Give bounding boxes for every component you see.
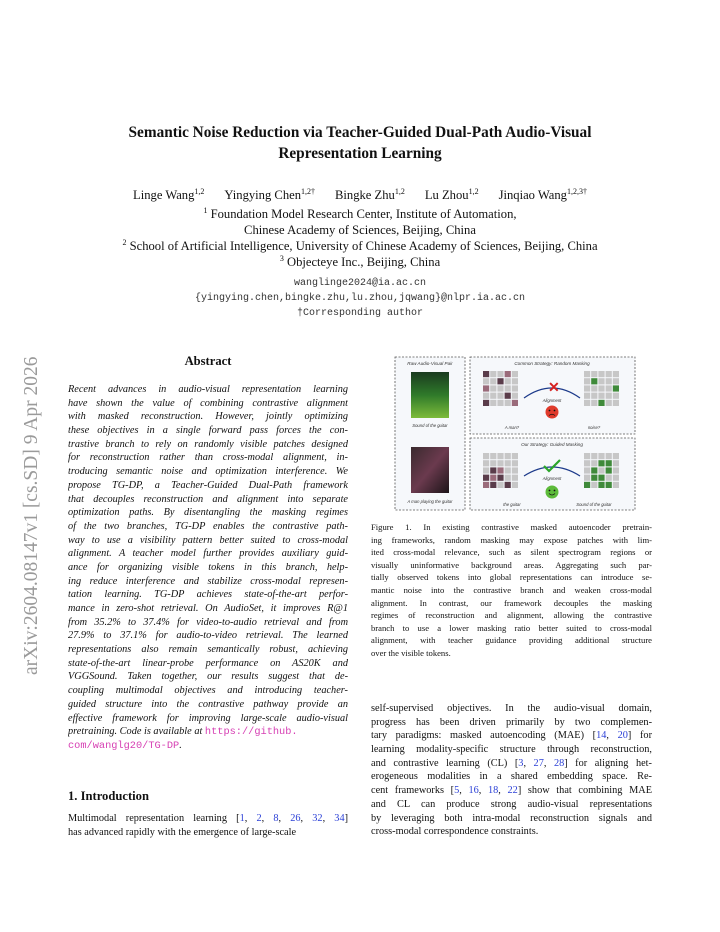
- author-1: [133, 188, 204, 202]
- masked-patch: [512, 460, 518, 466]
- abstract-line: have shown the value of combining contrastive alignment: [68, 397, 348, 409]
- spectrogram-image: [411, 372, 449, 418]
- masked-patch: [598, 385, 604, 391]
- body-text: ,: [478, 785, 488, 797]
- masked-patch: [584, 371, 590, 377]
- author-name: Bingke Zhu: [335, 188, 395, 202]
- body-line: [371, 702, 652, 716]
- masked-patch: [497, 482, 503, 488]
- masked-patch: [606, 453, 612, 459]
- author-5: [499, 188, 587, 202]
- body-text: erogeneous modalities in a shared embedding space. Re-: [371, 771, 652, 783]
- masked-patch: [497, 385, 503, 391]
- affiliation-2: $^2$ School of Artificial Intelligence, University of Chinese Academy of Sciences, Beijing, China: [122, 237, 598, 253]
- abstract-heading: Abstract: [184, 354, 232, 368]
- sound-label: Sound of the guitar: [412, 423, 448, 428]
- masked-patch: [606, 393, 612, 399]
- body-line: [371, 798, 652, 812]
- section-heading-introduction: 1. Introduction: [68, 789, 149, 803]
- masked-patch: [584, 393, 590, 399]
- masked-patch: [613, 482, 619, 488]
- abstract-line: pretraining. Code is available at https://github.: [68, 726, 298, 739]
- a-man-label: A man?: [504, 425, 520, 430]
- masked-patch: [483, 378, 489, 384]
- patch-grid: [584, 371, 619, 406]
- masked-patch: [584, 400, 590, 406]
- author-affil-sup: 1,2: [394, 186, 405, 196]
- paper-title: [60, 122, 660, 164]
- masked-patch: [584, 460, 590, 466]
- body-line: [371, 812, 652, 826]
- body-text: ] for: [627, 730, 652, 742]
- body-line: [371, 770, 652, 784]
- masked-patch: [613, 371, 619, 377]
- masked-patch: [613, 460, 619, 466]
- masked-patch: [490, 378, 496, 384]
- raw-pair-title: Raw Audio-Visual Pair: [407, 361, 453, 366]
- abstract-line: these objectives in a single forward pass forces the con-: [68, 425, 348, 437]
- arxiv-stamp: [4, 263, 48, 683]
- caption-line: alignment, with teacher guidance providing additional structure: [371, 635, 652, 646]
- patch-grid: [584, 453, 619, 488]
- visible-patch: [598, 460, 604, 466]
- masked-patch: [591, 385, 597, 391]
- alignment-label-top: Alignment: [542, 398, 562, 403]
- masked-patch: [512, 482, 518, 488]
- masked-patch: [584, 475, 590, 481]
- masked-patch: [613, 378, 619, 384]
- body-line: [371, 729, 652, 743]
- author-affil-sup: 1,2†: [301, 186, 316, 196]
- body-line: [68, 826, 348, 840]
- affiliation-1-cont: Chinese Academy of Sciences, Beijing, China: [244, 223, 476, 237]
- citation-link[interactable]: 26: [290, 813, 301, 824]
- abstract-line: [68, 739, 348, 753]
- abstract-line: 27.9% to 37.1% for audio-to-video retrieval. The learned: [68, 630, 348, 642]
- abstract-line: ance for organizing visible tokens in this branch, help-: [68, 561, 348, 573]
- corresponding-note: †Corresponding author: [296, 308, 424, 319]
- patch-grid: [483, 453, 518, 488]
- citation-link[interactable]: 34: [334, 813, 345, 824]
- title-line-2: Representation Learning: [278, 145, 442, 162]
- body-text: ,: [606, 730, 618, 742]
- alignment-label-bottom: Alignment: [542, 476, 562, 481]
- abstract-line: tation learning. TG-DP achieves state-of-the-art perfor-: [68, 589, 348, 601]
- masked-patch: [505, 475, 511, 481]
- visible-patch: [584, 482, 590, 488]
- visible-patch: [483, 475, 489, 481]
- author-2: [224, 188, 315, 202]
- arxiv-id: arXiv:2604.08147v1 [cs.SD] 9 Apr 2026: [21, 356, 42, 675]
- masked-patch: [591, 393, 597, 399]
- visible-patch: [497, 378, 503, 384]
- author-affil-sup: 1,2,3†: [566, 186, 587, 196]
- abstract-line: optimization paths. By disentangling the masking regimes: [68, 507, 348, 519]
- masked-patch: [505, 467, 511, 473]
- masked-patch: [606, 378, 612, 384]
- caption-line: Figure 1. In existing contrastive masked autoencoder pretrain-: [371, 522, 652, 532]
- visible-patch: [591, 467, 597, 473]
- abstract-line: of the two branches, TG-DP enables the contrastive path-: [68, 520, 348, 532]
- caption-line: ited cross-modal relevance, such as silent spectrogram regions or: [371, 547, 652, 558]
- masked-patch: [512, 475, 518, 481]
- masked-patch: [606, 475, 612, 481]
- masked-patch: [584, 453, 590, 459]
- masked-patch: [497, 400, 503, 406]
- abstract-end: .: [179, 739, 182, 751]
- affiliation-1: $^1$ Foundation Model Research Center, Institute of Automation,: [203, 205, 517, 221]
- body-text: ,: [322, 813, 335, 824]
- citation-link[interactable]: 18: [488, 785, 499, 797]
- author-4: [425, 188, 479, 202]
- caption-line: visually uninformative background areas. Aggregating such par-: [371, 559, 652, 570]
- abstract-line: Recent advances in audio-visual representation learning: [68, 384, 348, 395]
- masked-patch: [512, 393, 518, 399]
- citation-link[interactable]: 28: [553, 757, 565, 769]
- masked-patch: [497, 393, 503, 399]
- citation-link[interactable]: 5: [454, 785, 460, 797]
- caption-line: over the visible tokens.: [371, 647, 451, 658]
- body-text: ,: [498, 785, 508, 797]
- body-text: ] for aligning het-: [564, 757, 652, 769]
- visible-patch: [591, 475, 597, 481]
- masked-patch: [584, 467, 590, 473]
- man-label: A man playing the guitar: [407, 499, 453, 504]
- author-affil-sup: 1,2: [468, 186, 479, 196]
- visible-patch: [512, 400, 518, 406]
- citation-link[interactable]: 14: [596, 730, 607, 742]
- abstract-line: with masked reconstruction. However, jointly optimizing: [68, 411, 348, 423]
- masked-patch: [483, 467, 489, 473]
- body-text: ,: [300, 813, 313, 824]
- author-name: Jinqiao Wang: [498, 188, 567, 202]
- code-link: com/wanglg20/TG-DP: [68, 739, 180, 752]
- visible-patch: [497, 467, 503, 473]
- visible-patch: [505, 482, 511, 488]
- body-text: has advanced rapidly with the emergence of large-scale: [68, 826, 297, 838]
- abstract-line: propose TG-DP, a Teacher-Guided Dual-Path framework: [68, 479, 348, 491]
- the-guitar-label: the guitar: [503, 502, 521, 507]
- sad-face-icon: [546, 406, 559, 419]
- masked-patch: [490, 400, 496, 406]
- contact-emails: [60, 276, 660, 321]
- author-name: Lu Zhou: [424, 188, 469, 202]
- masked-patch: [613, 393, 619, 399]
- intro-left-column: [68, 812, 348, 839]
- body-text: ]: [344, 813, 348, 824]
- body-text: progress has been driven primarily by two complemen-: [371, 716, 652, 728]
- masked-patch: [497, 460, 503, 466]
- masked-patch: [490, 453, 496, 459]
- citation-link[interactable]: 8: [273, 813, 279, 824]
- masked-patch: [483, 393, 489, 399]
- citation-link[interactable]: 1: [239, 813, 245, 824]
- visible-patch: [483, 482, 489, 488]
- masked-patch: [606, 400, 612, 406]
- masked-patch: [591, 371, 597, 377]
- cross-mark-icon: ✕: [548, 379, 560, 395]
- visible-patch: [598, 475, 604, 481]
- masked-patch: [591, 453, 597, 459]
- visible-patch: [606, 467, 612, 473]
- caption-line: regimes of reconstruction and alignment, allowing the contrastive: [371, 610, 652, 621]
- masked-patch: [598, 371, 604, 377]
- sound-guitar-label: Sound of the guitar: [576, 502, 612, 507]
- masked-patch: [497, 371, 503, 377]
- citation-link[interactable]: 16: [468, 785, 479, 797]
- masked-patch: [483, 460, 489, 466]
- masked-patch: [490, 385, 496, 391]
- abstract-line: state-of-the-art linear-probe performance on AS20K and: [68, 657, 348, 669]
- caption-line: alignment. In contrast, our framework decouples the masking: [371, 597, 652, 608]
- masked-patch: [591, 460, 597, 466]
- body-text: learning modality-specific structure through reconstruction,: [371, 744, 652, 756]
- masked-patch: [505, 400, 511, 406]
- masked-patch: [512, 371, 518, 377]
- masked-patch: [584, 385, 590, 391]
- author-name: Yingying Chen: [224, 188, 302, 202]
- abstract-body: [68, 383, 348, 753]
- patch-grid: [483, 371, 518, 406]
- abstract-line: VGGSound. Taken together, our results suggest that de-: [68, 671, 348, 683]
- body-text: Multimodal representation learning [: [68, 813, 240, 824]
- affiliations: [60, 206, 660, 270]
- masked-patch: [613, 467, 619, 473]
- masked-patch: [505, 378, 511, 384]
- visible-patch: [505, 393, 511, 399]
- abstract-line: guided structure into the contrastive pathway provide an: [68, 698, 348, 710]
- body-text: ,: [543, 757, 554, 769]
- body-text: ] show that combining MAE: [517, 785, 652, 797]
- visible-patch: [483, 385, 489, 391]
- abstract-line: coupling multimodal objectives and introducing teacher-: [68, 685, 348, 697]
- body-text: ,: [459, 785, 469, 797]
- figure-1: [394, 356, 636, 513]
- abstract-line: that decouples reconstruction and alignment into separate: [68, 493, 348, 505]
- citation-link[interactable]: 2: [256, 813, 262, 824]
- title-line-1: Semantic Noise Reduction via Teacher-Guided Dual-Path Audio-Visual: [128, 124, 592, 141]
- caption-line: ing frameworks, random masking may expose patches with lim-: [371, 534, 652, 545]
- body-line: [371, 825, 652, 839]
- noise-label: noise?: [587, 425, 601, 430]
- citation-link[interactable]: 32: [312, 813, 323, 824]
- masked-patch: [584, 378, 590, 384]
- body-text: cross-modal correspondence constraints.: [371, 826, 539, 838]
- masked-patch: [598, 453, 604, 459]
- caption-line: branch to use a lower masking ratio better suited to cross-modal: [371, 622, 652, 633]
- masked-patch: [591, 400, 597, 406]
- email-2: {yingying.chen,bingke.zhu,lu.zhou,jqwang}@nlpr.ia.ac.cn: [194, 293, 526, 304]
- body-text: by leveraging both intra-modal reconstruction signals and: [371, 812, 652, 824]
- visible-patch: [490, 467, 496, 473]
- figure-1-caption: [371, 521, 652, 660]
- body-line: [68, 812, 348, 826]
- visible-patch: [598, 482, 604, 488]
- visible-patch: [483, 371, 489, 377]
- author-3: [335, 188, 405, 202]
- guided-masking-title: Our Strategy: Guided Masking: [521, 442, 583, 447]
- guitar-photo: [411, 447, 449, 493]
- happy-face-icon: [546, 486, 559, 499]
- visible-patch: [497, 475, 503, 481]
- body-text: cent frameworks [: [371, 785, 455, 797]
- citation-link[interactable]: 20: [617, 730, 628, 742]
- masked-patch: [598, 378, 604, 384]
- body-line: [371, 743, 652, 757]
- masked-patch: [591, 482, 597, 488]
- masked-patch: [512, 378, 518, 384]
- abstract-line: effective framework for improving large-scale audio-visual: [68, 712, 348, 724]
- masked-patch: [490, 371, 496, 377]
- body-line: [371, 716, 652, 730]
- visible-patch: [606, 460, 612, 466]
- visible-patch: [490, 482, 496, 488]
- email-1: wanglinge2024@ia.ac.cn: [293, 278, 427, 289]
- intro-right-column: [371, 702, 652, 839]
- masked-patch: [606, 371, 612, 377]
- abstract-line: representations also remain semantically robust, achieving: [68, 644, 348, 656]
- visible-patch: [613, 385, 619, 391]
- author-name: Linge Wang: [133, 188, 195, 202]
- body-text: ,: [261, 813, 274, 824]
- masked-patch: [505, 385, 511, 391]
- body-text: ,: [278, 813, 291, 824]
- masked-patch: [483, 453, 489, 459]
- citation-link[interactable]: 22: [507, 785, 518, 797]
- masked-patch: [512, 385, 518, 391]
- body-text: ,: [244, 813, 257, 824]
- body-text: and contrastive learning (CL) [: [371, 757, 519, 769]
- masked-patch: [613, 400, 619, 406]
- abstract-line: from 35.2% to 37.4% for video-to-audio retrieval and from: [68, 616, 348, 628]
- masked-patch: [598, 393, 604, 399]
- body-text: tary paradigms: masked autoencoding (MAE) [: [371, 730, 597, 742]
- visible-patch: [490, 475, 496, 481]
- visible-patch: [505, 371, 511, 377]
- visible-patch: [483, 400, 489, 406]
- citation-link[interactable]: 3: [518, 757, 524, 769]
- abstract-line: trastive branch to rely on randomly visible patches designed: [68, 438, 348, 450]
- masked-patch: [606, 385, 612, 391]
- body-line: [371, 757, 652, 771]
- caption-line: mantic noise into the contrastive branch and weaken cross-modal: [371, 584, 652, 595]
- masked-patch: [598, 467, 604, 473]
- masked-patch: [490, 460, 496, 466]
- masked-patch: [505, 453, 511, 459]
- random-masking-title: Common Strategy: Random Masking: [514, 361, 590, 366]
- body-text: and CL can produce strong audio-visual representations: [371, 798, 652, 810]
- guided-masking-panel: [470, 438, 635, 510]
- body-line: [371, 784, 652, 798]
- author-affil-sup: 1,2: [194, 186, 205, 196]
- affiliation-3: $^3$ Objecteye Inc., Beijing, China: [279, 253, 441, 269]
- masked-patch: [613, 453, 619, 459]
- visible-patch: [598, 400, 604, 406]
- abstract-line: way to use a visibility pattern better suited to cross-modal: [68, 534, 348, 546]
- abstract-line: alignment. A teacher model further provides auxiliary guid-: [68, 548, 348, 560]
- caption-line: tially observed tokens into global representations can introduce se-: [371, 572, 652, 583]
- author-list: [60, 188, 660, 203]
- masked-patch: [512, 453, 518, 459]
- visible-patch: [606, 482, 612, 488]
- masked-patch: [497, 453, 503, 459]
- abstract-line: troducing semantic noise and optimization interference. We: [68, 466, 348, 478]
- masked-patch: [505, 460, 511, 466]
- code-link: https://github.: [204, 726, 298, 739]
- masked-patch: [512, 467, 518, 473]
- abstract-line: ing reduce interference and stabilize cross-modal represen-: [68, 575, 348, 587]
- body-text: ,: [523, 757, 534, 769]
- masked-patch: [490, 393, 496, 399]
- body-text: self-supervised objectives. In the audio-visual domain,: [371, 703, 652, 714]
- citation-link[interactable]: 27: [533, 757, 544, 769]
- abstract-line: mance in zero-shot retrieval. On AudioSet, it improves R@1: [68, 603, 348, 614]
- masked-patch: [613, 475, 619, 481]
- abstract-line: for reconstruction rather than cross-modal alignment, in-: [68, 452, 348, 464]
- visible-patch: [591, 378, 597, 384]
